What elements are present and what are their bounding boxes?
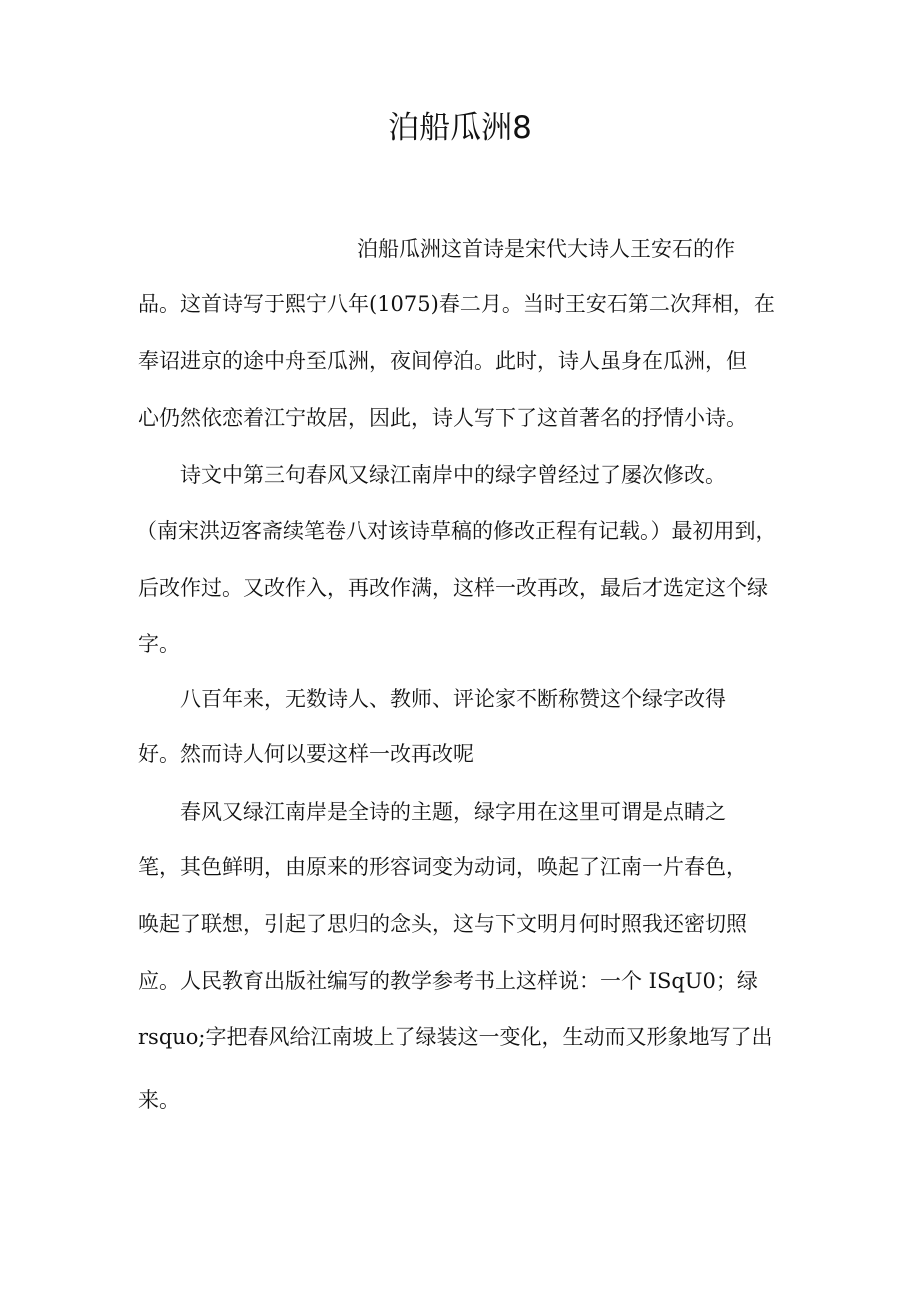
paragraph-line: 来。 bbox=[138, 1088, 180, 1112]
paragraph-line: rsquo;字把春风给江南坡上了绿装这一变化，生动而又形象地写了出 bbox=[138, 1025, 773, 1049]
paragraph-line: 八百年来，无数诗人、教师、评论家不断称赞这个绿字改得 bbox=[180, 687, 726, 711]
paragraph-line: 应。人民教育出版社编写的教学参考书上这样说：一个 ISqU0；绿 bbox=[138, 969, 758, 993]
document-title: 泊船瓜洲8 bbox=[388, 110, 532, 146]
paragraph-line: 春风又绿江南岸是全诗的主题，绿字用在这里可谓是点睛之 bbox=[180, 800, 726, 824]
paragraph-line: 品。这首诗写于熙宁八年(1075)春二月。当时王安石第二次拜相，在 bbox=[138, 292, 775, 316]
paragraph-line: 字。 bbox=[138, 632, 180, 656]
paragraph-line: 唤起了联想，引起了思归的念头，这与下文明月何时照我还密切照 bbox=[138, 912, 747, 936]
paragraph-line: 后改作过。又改作入，再改作满，这样一改再改，最后才选定这个绿 bbox=[138, 576, 768, 600]
paragraph-line: 笔，其色鲜明，由原来的形容词变为动词，唤起了江南一片春色， bbox=[138, 855, 747, 879]
paragraph-line: 泊船瓜洲这首诗是宋代大诗人王安石的作 bbox=[357, 237, 735, 261]
paragraph-line: 好。然而诗人何以要这样一改再改呢 bbox=[138, 742, 474, 766]
paragraph-line: 诗文中第三句春风又绿江南岸中的绿字曾经过了屡次修改。 bbox=[180, 463, 726, 487]
paragraph-line: 奉诏进京的途中舟至瓜洲，夜间停泊。此时，诗人虽身在瓜洲，但 bbox=[138, 349, 747, 373]
paragraph-line: 心仍然依恋着江宁故居，因此，诗人写下了这首著名的抒情小诗。 bbox=[138, 406, 747, 430]
paragraph-line: （南宋洪迈客斋续笔卷八对该诗草稿的修改正程有记载。）最初用到， bbox=[136, 519, 777, 543]
